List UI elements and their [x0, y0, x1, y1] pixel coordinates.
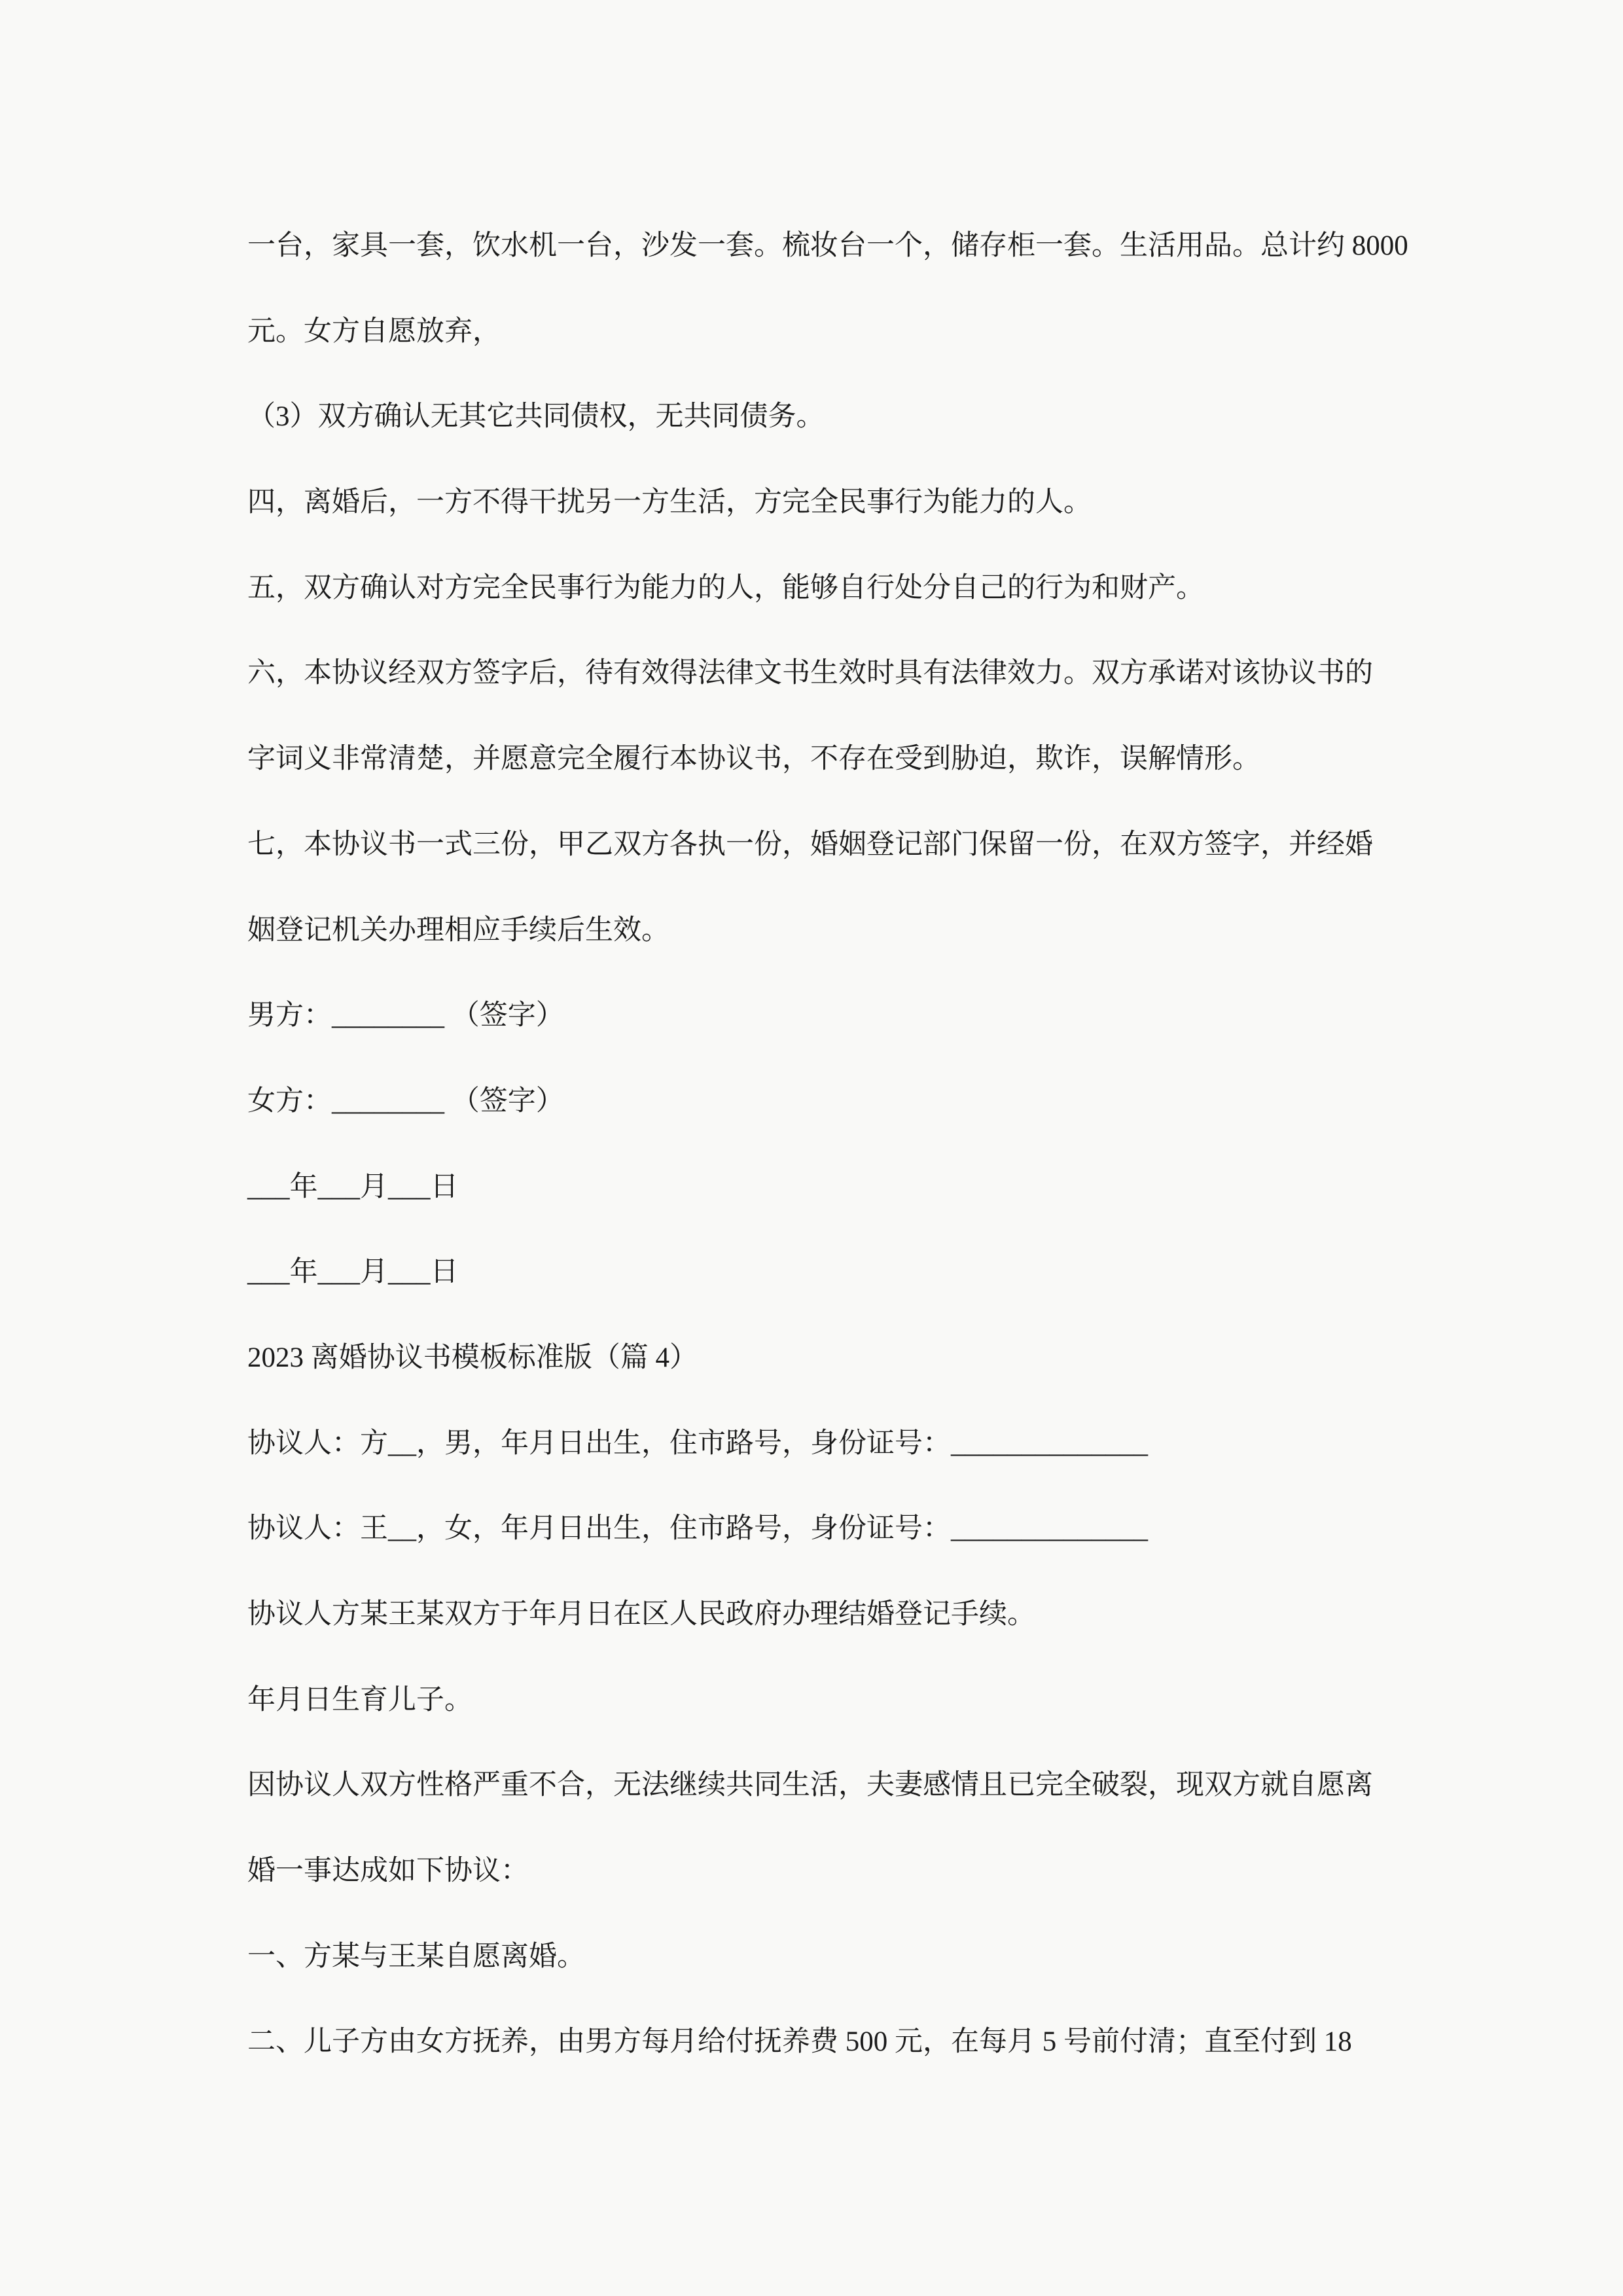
document-line: 元。女方自愿放弃，: [247, 315, 501, 347]
document-line: 协议人：方__，男，年月日出生，住市路号，身份证号：______________: [247, 1427, 1148, 1459]
document-line: 一、方某与王某自愿离婚。: [247, 1941, 585, 1972]
document-line: 协议人：王__，女，年月日出生，住市路号，身份证号：______________: [247, 1513, 1148, 1545]
date-line: ___年___月___日: [247, 1257, 459, 1288]
document-line: （3）双方确认无其它共同债权，无共同债务。: [247, 401, 825, 433]
date-line: ___年___月___日: [247, 1171, 459, 1202]
document-line: 五，双方确认对方完全民事行为能力的人，能够自行处分自己的行为和财产。: [247, 572, 1204, 603]
document-line: 字词义非常清楚，并愿意完全履行本协议书，不存在受到胁迫，欺诈，误解情形。: [247, 744, 1260, 775]
document-line: 姻登记机关办理相应手续后生效。: [247, 914, 669, 946]
document-line: 一台，家具一套，饮水机一台，沙发一套。梳妆台一个，储存柜一套。生活用品。总计约 8000: [247, 230, 1408, 261]
document-line: 年月日生育儿子。: [247, 1684, 473, 1715]
signature-line-female: 女方：________ （签字）: [247, 1085, 564, 1117]
document-line: 六，本协议经双方签字后，待有效得法律文书生效时具有法律效力。双方承诺对该协议书的: [247, 658, 1373, 689]
document-line: 四，离婚后，一方不得干扰另一方生活，方完全民事行为能力的人。: [247, 487, 1092, 518]
document-body: [247, 204, 1408, 2085]
document-line: 七，本协议书一式三份，甲乙双方各执一份，婚姻登记部门保留一份，在双方签字，并经婚: [247, 829, 1373, 860]
signature-line-male: 男方：________ （签字）: [247, 1000, 564, 1031]
document-line: 婚一事达成如下协议：: [247, 1856, 529, 1887]
document-line: 协议人方某王某双方于年月日在区人民政府办理结婚登记手续。: [247, 1599, 1035, 1630]
document-line: 二、儿子方由女方抚养，由男方每月给付抚养费 500 元，在每月 5 号前付清；直至付到 18: [247, 2026, 1352, 2058]
document-line: 因协议人双方性格严重不合，无法继续共同生活，夫妻感情且已完全破裂，现双方就自愿离: [247, 1770, 1373, 1801]
section-title: 2023 离婚协议书模板标准版（篇 4）: [247, 1342, 698, 1373]
